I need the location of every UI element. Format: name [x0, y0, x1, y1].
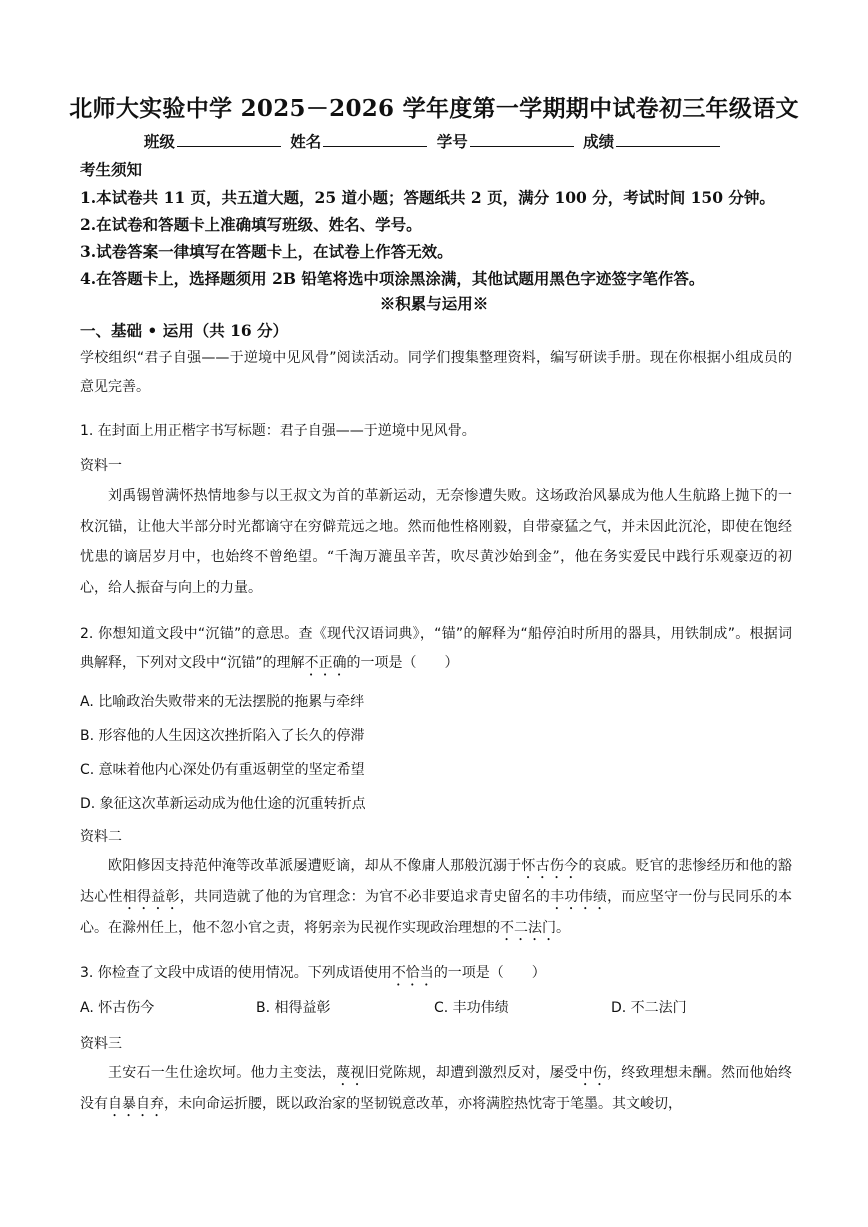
notice-heading: 考生须知 [80, 160, 143, 179]
score-field-label: 成绩 [583, 132, 615, 151]
material-1-label: 资料一 [80, 458, 122, 474]
idiom-1: 怀古伤今 [521, 858, 579, 874]
material-3-label: 资料三 [80, 1036, 122, 1052]
idiom-3: 丰功伟绩 [550, 889, 608, 905]
name-field-label: 姓名 [290, 132, 322, 151]
q2-option-c: C. 意味着他内心深处仍有重返朝堂的坚定希望 [80, 762, 365, 778]
page-title: 北师大实验中学 2025－2026 学年度第一学期期中试卷初三年级语文 [69, 95, 799, 122]
id-field-blank[interactable] [470, 132, 574, 147]
material-1-text: 刘禹锡曾满怀热情地参与以王叔文为首的革新运动，无奈惨遭失败。这场政治风暴成为他人生航路上抛下的一枚沉锚，让他大半部分时光都谪守在穷僻荒远之地。然而他性格刚毅，自带豪猛之气，并未因此沉沦，即使在饱经忧患的谪居岁月中，也始终不曾绝望。“千淘万漉虽辛苦，吹尽黄沙始到金”，他在务实爱民中践行乐观豪迈的初心，给人振奋与向上的力量。 [80, 488, 792, 596]
class-field-label: 班级 [143, 132, 175, 151]
q2-option-d: D. 象征这次革新运动成为他仕途的沉重转折点 [80, 796, 366, 812]
class-field-blank[interactable] [177, 132, 281, 147]
q3-option-c: C. 丰功伟绩 [434, 1000, 509, 1016]
emphasis-not-appropriate: 不恰当 [391, 965, 434, 981]
question-3: 3. 你检查了文段中成语的使用情况。下列成语使用不恰当的一项是（ ） [80, 965, 546, 981]
notice-item: 1.本试卷共 11 页，共五道大题，25 道小题；答题纸共 2 页，满分 100 分，考试时间 150 分钟。 [80, 188, 775, 207]
q3-option-b: B. 相得益彰 [256, 1000, 331, 1016]
material-3-text: 王安石一生仕途坎坷。他力主变法，蔑视旧党陈规，却遭到激烈反对，屡受中伤，终致理想未酬。然而他始终没有自暴自弃，未向命运折腰，既以政治家的坚韧锐意改革，亦将满腔热忱寄于笔墨。其文峻切， [80, 1065, 793, 1112]
name-field-blank[interactable] [323, 132, 427, 147]
material-2-label: 资料二 [80, 829, 122, 845]
notice-item: 3.试卷答案一律填写在答题卡上，在试卷上作答无效。 [80, 242, 453, 261]
section-banner: ※积累与运用※ [379, 294, 489, 313]
question-1: 1. 在封面上用正楷字书写标题：君子自强——于逆境中见风骨。 [80, 423, 476, 439]
part1-heading: 一、基础 • 运用（共 16 分） [80, 321, 289, 340]
score-field-blank[interactable] [616, 132, 720, 147]
word-1: 蔑视 [336, 1065, 365, 1081]
notice-item: 4.在答题卡上，选择题须用 2B 铅笔将选中项涂黑涂满，其他试题用黑色字迹签字笔作答。 [80, 269, 705, 288]
word-2: 中伤 [578, 1065, 607, 1081]
student-info-line [0, 130, 868, 152]
notice-item: 2.在试卷和答题卡上准确填写班级、姓名、学号。 [80, 215, 422, 234]
emphasis-not-correct: 不正确 [304, 655, 347, 671]
q2-option-a: A. 比喻政治失败带来的无法摆脱的拖累与牵绊 [80, 694, 365, 710]
question-2: 2. 你想知道文段中“沉锚”的意思。查《现代汉语词典》，“锚”的解释为“船停泊时所用的器具，用铁制成”。根据词典解释，下列对文段中“沉锚”的理解不正确的一项是（ ） [80, 626, 792, 671]
material-2-text: 欧阳修因支持范仲淹等改革派屡遭贬谪，却从不像庸人那般沉溺于怀古伤今的哀戚。贬官的悲惨经历和他的豁达心性相得益彰，共同造就了他的为官理念：为官不必非要追求青史留名的丰功伟绩，而应坚守一份与民同乐的本心。在滁州任上，他不忽小官之责，将躬亲为民视作实现政治理想的不二法门。 [80, 858, 793, 936]
idiom-4: 不二法门 [500, 920, 556, 936]
id-field-label: 学号 [436, 132, 468, 151]
word-3: 自暴自弃 [108, 1096, 164, 1112]
q3-option-a: A. 怀古伤今 [80, 1000, 155, 1016]
part1-intro: 学校组织“君子自强——于逆境中见风骨”阅读活动。同学们搜集整理资料，编写研读手册。现在你根据小组成员的意见完善。 [80, 350, 792, 395]
idiom-2: 相得益彰 [122, 889, 180, 905]
q2-option-b: B. 形容他的人生因这次挫折陷入了长久的停滞 [80, 728, 365, 744]
q3-option-d: D. 不二法门 [611, 1000, 687, 1016]
